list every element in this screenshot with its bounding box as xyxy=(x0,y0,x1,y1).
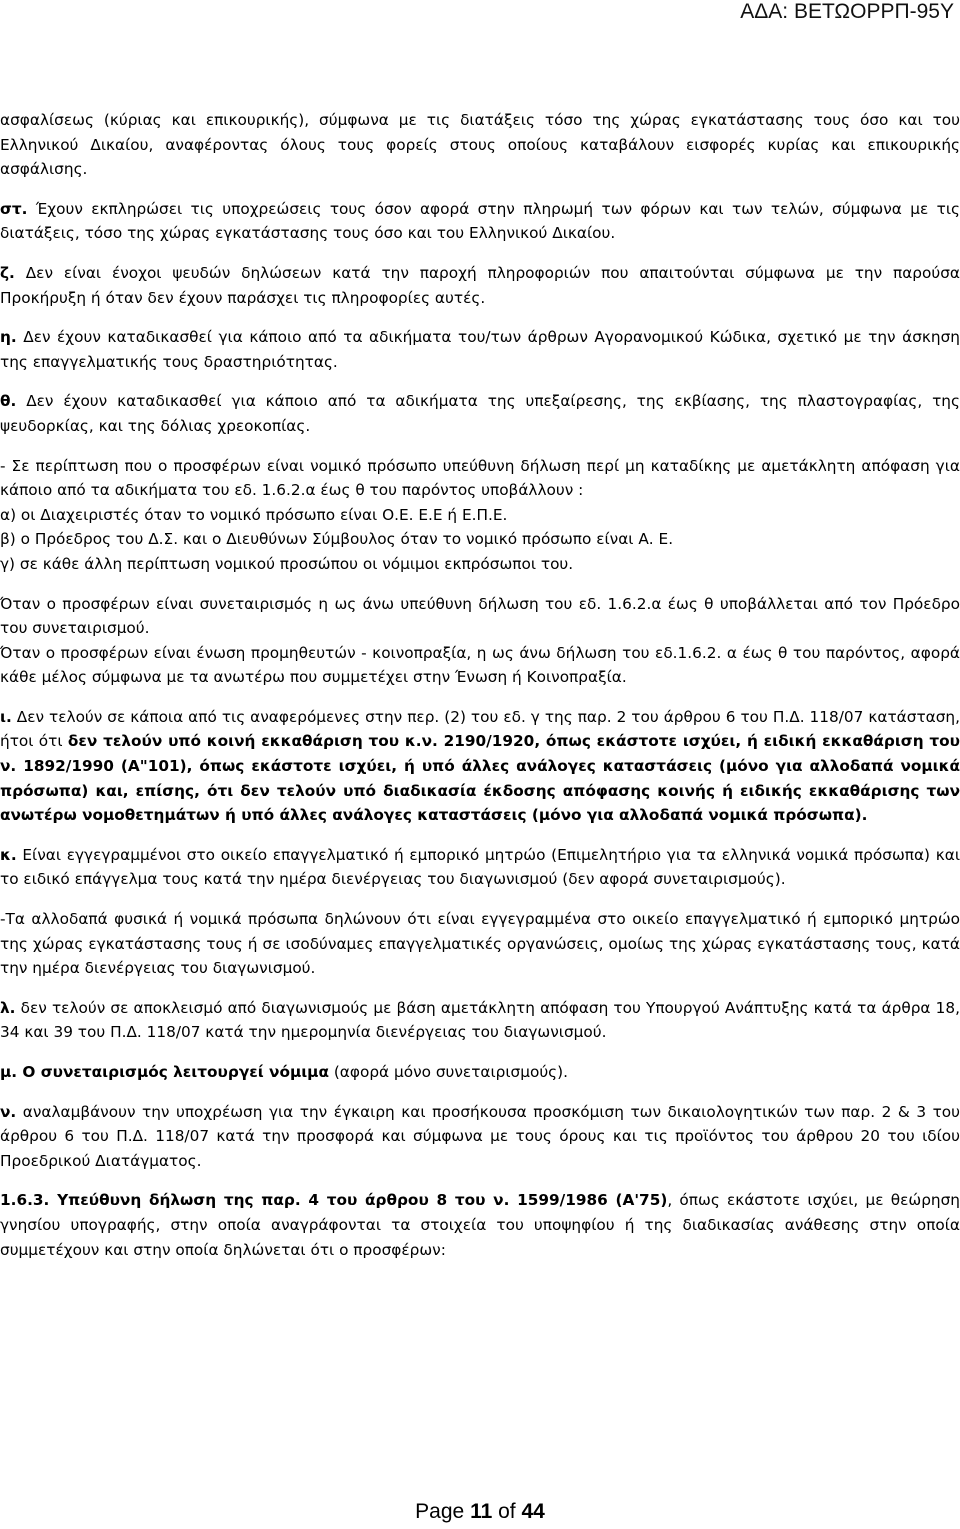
clause-k: κ. Είναι εγγεγραμμένοι στο οικείο επαγγελματικό ή εμπορικό μητρώο (Επιμελητήριο για τα ελληνικά νομικά πρόσωπα) και το ειδικό επάγγελμα τους κατά την ημέρα διενέργειας του διαγωνισμού (δεν αφορά συνεταιρισμούς). xyxy=(0,845,960,889)
clause-st: στ. Έχουν εκπληρώσει τις υποχρεώσεις τους όσον αφορά στην πληρωμή των φόρων και των τελών, σύμφωνα με τις διατάξεις, τόσο της χώρας εγκατάστασης τους όσο και του Ελληνικού Δικαίου. xyxy=(0,199,960,243)
clause-label: ζ. xyxy=(0,263,15,282)
clause-label: η. xyxy=(0,328,17,347)
section-1-6-3: 1.6.3. Υπεύθυνη δήλωση της παρ. 4 του άρθρου 8 του ν. 1599/1986 (Α'75), όπως εκάστοτε ισχύει, με θεώρηση γνησίου υπογραφής, στην οποία αναγράφονται τα στοιχεία του υποψηφίου ή της διαδικασίας ανάθεσης στην οποία συμμετέχουν και στην οποία δηλώνεται ότι ο προσφέρων: xyxy=(0,1191,960,1259)
clause-n: ν. αναλαμβάνουν την υποχρέωση για την έγκαιρη και προσήκουσα προσκόμιση των δικαιολογητικών των παρ. 2 & 3 του άρθρου 6 του Π.Δ. 118/07 κατά την προσφορά και σύμφωνα με τους όρους και τις προϊόντος του άρθρου 20 του ιδίου Προεδρικού Διατάγματος. xyxy=(0,1102,960,1170)
clause-h: η. Δεν έχουν καταδικασθεί για κάποιο από τα αδικήματα του/των άρθρων Αγορανομικού Κώδικα, σχετικό με την άσκηση της επαγγελματικής τους δραστηριότητας. xyxy=(0,328,960,371)
legal-item-c: γ) σε κάθε άλλη περίπτωση νομικού προσώπου οι νόμιμοι εκπρόσωποι του. xyxy=(0,554,574,573)
document-body xyxy=(0,108,960,1277)
clause-z: ζ. Δεν είναι ένοχοι ψευδών δηλώσεων κατά την παροχή πληροφοριών που απαιτούνται σύμφωνα με την παρούσα Προκήρυξη ή όταν δεν έχουν παράσχει τις πληροφορίες αυτές. xyxy=(0,263,960,307)
cooperative-union-block xyxy=(0,592,960,690)
cooperative-text: Όταν ο προσφέρων είναι συνεταιρισμός η ως άνω υπεύθυνη δήλωση του εδ. 1.6.2.α έως θ υποβάλλεται από τον Πρόεδρο του συνεταιρισμού. xyxy=(0,594,960,638)
page-total: 44 xyxy=(521,1500,545,1523)
clause-label: κ. xyxy=(0,845,17,864)
clause-bold-text: δεν τελούν υπό κοινή εκκαθάριση του κ.ν. 2190/1920, όπως εκάστοτε ισχύει, ή ειδική εκκαθάριση του ν. 1892/1990 (Α"101), όπως εκάστοτε ισχύει, ή υπό άλλες ανάλογες καταστάσεις (μόνο για αλλοδαπά νομικά πρόσωπα) και, επίσης, ότι δεν τελούν υπό διαδικασία έκδοσης απόφασης κοινής ή ειδικής εκκαθάρισης των ανωτέρω νομοθετημάτων ή υπό άλλες ανάλογες καταστάσεις (μόνο για αλλοδαπά νομικά πρόσωπα). xyxy=(0,732,960,825)
legal-item-a: α) οι Διαχειριστές όταν το νομικό πρόσωπο είναι Ο.Ε. Ε.Ε ή Ε.Π.Ε. xyxy=(0,505,508,524)
page-footer: Page 11 of 44 xyxy=(415,1500,545,1523)
clause-l: λ. δεν τελούν σε αποκλεισμό από διαγωνισμούς με βάση αμετάκλητη απόφαση του Υπουργού Ανάπτυξης κατά τα άρθρα 18, 34 και 39 του Π.Δ. 118/07 κατά την ημερομηνία διενέργειας του διαγωνισμού. xyxy=(0,998,960,1042)
clause-label: θ. xyxy=(0,392,17,411)
legal-intro: - Σε περίπτωση που ο προσφέρων είναι νομικό πρόσωπο υπεύθυνη δήλωση περί μη καταδίκης με αμετάκλητη απόφαση για κάποιο από τα αδικήματα του εδ. 1.6.2.α έως θ του παρόντος υποβάλλουν : xyxy=(0,456,960,500)
clause-th: θ. Δεν έχουν καταδικασθεί για κάποιο από τα αδικήματα της υπεξαίρεσης, της εκβίασης, της πλαστογραφίας, της ψευδορκίας, και της δόλιας χρεοκοπίας. xyxy=(0,392,960,435)
legal-person-declaration xyxy=(0,454,960,577)
clause-label: στ. xyxy=(0,199,28,218)
paragraph-insurance: ασφαλίσεως (κύριας και επικουρικής), σύμφωνα με τις διατάξεις τόσο της χώρας εγκατάστασης τους όσο και του Ελληνικού Δικαίου, αναφέροντας όλους τους φορείς στους οποίους καταβάλουν εισφορές κυρίας και επικουρικής ασφάλισης. xyxy=(0,111,960,179)
union-text: Όταν ο προσφέρων είναι ένωση προμηθευτών - κοινοπραξία, η ως άνω δήλωση του εδ.1.6.2. α έως θ του παρόντος, αφορά κάθε μέλος σύμφωνα με τα ανωτέρω που συμμετέχει στην Ένωση ή Κοινοπραξία. xyxy=(0,643,960,687)
clause-bold-text: μ. Ο συνεταιρισμός λειτουργεί νόμιμα xyxy=(0,1063,329,1081)
clause-label: ν. xyxy=(0,1102,17,1121)
clause-label: λ. xyxy=(0,998,16,1017)
ada-code: ΑΔΑ: ΒΕΤΩΟΡΡΠ-95Υ xyxy=(740,0,954,23)
legal-item-b: β) ο Πρόεδρος του Δ.Σ. και ο Διευθύνων Σύμβουλος όταν το νομικό πρόσωπο είναι Α. Ε. xyxy=(0,530,674,549)
section-heading: 1.6.3. Υπεύθυνη δήλωση της παρ. 4 του άρθρου 8 του ν. 1599/1986 (Α'75) xyxy=(0,1191,668,1210)
paragraph-foreign: -Τα αλλοδαπά φυσικά ή νομικά πρόσωπα δηλώνουν ότι είναι εγγεγραμμένα στο οικείο επαγγελματικό ή εμπορικό μητρώο της χώρας εγκατάστασης τους ή σε ισοδύναμες επαγγελματικές οργανώσεις, ομοίως της χώρας εγκατάστασης τους, κατά την ημέρα διενέργειας του διαγωνισμού. xyxy=(0,910,960,978)
clause-label: ι. xyxy=(0,707,12,726)
clause-i: ι. Δεν τελούν σε κάποια από τις αναφερόμενες στην περ. (2) του εδ. γ της παρ. 2 του άρθρου 6 του Π.Δ. 118/07 κατάσταση, ήτοι ότι δεν τελούν υπό κοινή εκκαθάριση του κ.ν. 2190/1920, όπως εκάστοτε ισχύει, ή ειδική εκκαθάριση του ν. 1892/1990 (Α"101), όπως εκάστοτε ισχύει, ή υπό άλλες ανάλογες καταστάσεις (μόνο για αλλοδαπά νομικά πρόσωπα) και, επίσης, ότι δεν τελούν υπό διαδικασία έκδοσης απόφασης κοινής ή ειδικής εκκαθάρισης των ανωτέρω νομοθετημάτων ή υπό άλλες ανάλογες καταστάσεις (μόνο για αλλοδαπά νομικά πρόσωπα). xyxy=(0,707,960,825)
page-number: 11 xyxy=(470,1500,493,1523)
clause-m: μ. Ο συνεταιρισμός λειτουργεί νόμιμα (αφορά μόνο συνεταιρισμούς). xyxy=(0,1063,568,1081)
